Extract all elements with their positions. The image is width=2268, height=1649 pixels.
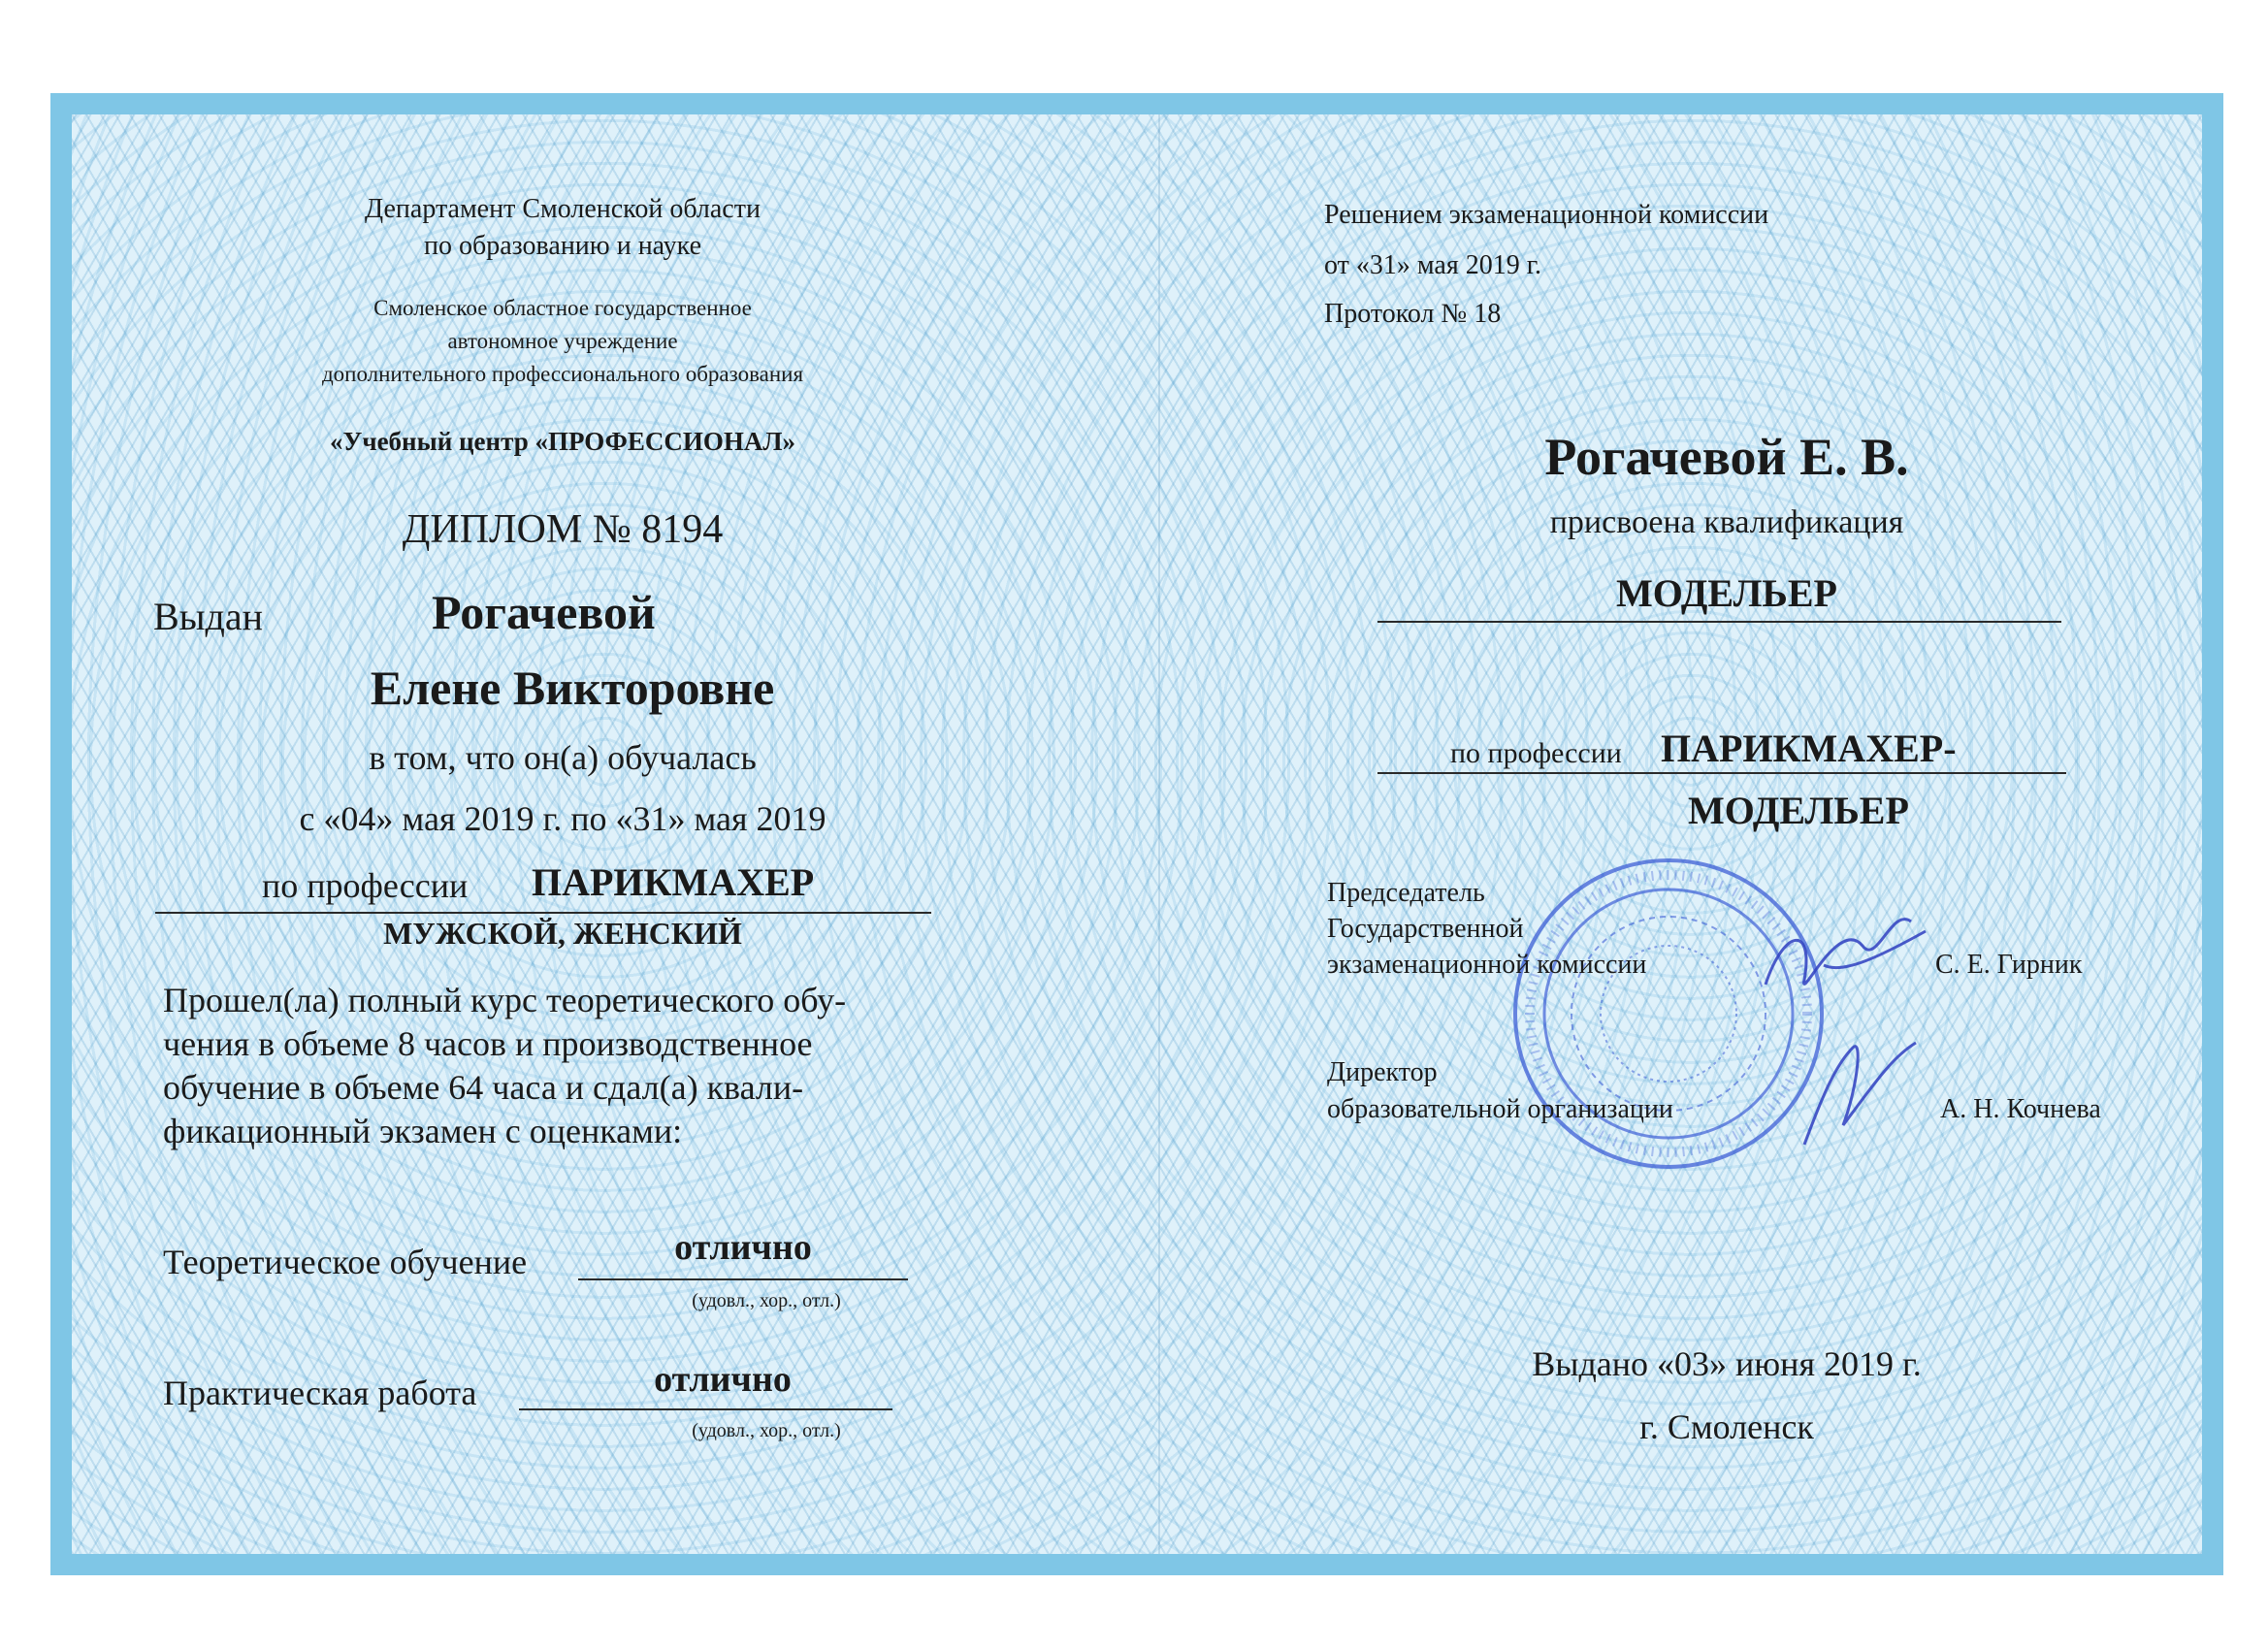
right-profession-value-1: ПАРИКМАХЕР- xyxy=(1661,727,1957,770)
protocol-number: Протокол № 18 xyxy=(1324,299,1502,329)
assigned-label: присвоена квалификация xyxy=(1549,504,1904,540)
institution-line-2: автономное учреждение xyxy=(447,329,678,353)
theory-underline xyxy=(578,1278,908,1280)
recipient-given-names: Елене Викторовне xyxy=(370,661,775,715)
chair-signature xyxy=(1746,888,1940,1023)
decision-line-2: от «31» мая 2019 г. xyxy=(1324,250,1542,280)
qualification-underline xyxy=(1377,621,2061,623)
course-line-3: обучение в объеме 64 часа и сдал(а) квали- xyxy=(163,1068,804,1107)
theory-label: Теоретическое обучение xyxy=(163,1243,528,1281)
course-line-4: фикационный экзамен с оценками: xyxy=(163,1112,683,1150)
institution-line-1: Смоленское областное государственное xyxy=(373,296,752,320)
right-profession-label: по профессии xyxy=(1450,737,1622,769)
profession-value: ПАРИКМАХЕР xyxy=(532,860,815,904)
profession-underline xyxy=(155,912,931,914)
theory-grade: отлично xyxy=(674,1227,812,1268)
study-statement: в том, что он(а) обучалась xyxy=(369,738,757,777)
right-profession-value-2: МОДЕЛЬЕР xyxy=(1688,789,1909,832)
course-line-1: Прошел(ла) полный курс теоретического обу- xyxy=(163,981,847,1019)
director-name: А. Н. Кочнева xyxy=(1940,1094,2101,1124)
profession-specialty: МУЖСКОЙ, ЖЕНСКИЙ xyxy=(383,916,742,951)
practice-grade-hint: (удовл., хор., отл.) xyxy=(692,1420,841,1441)
qualification: МОДЕЛЬЕР xyxy=(1616,571,1837,615)
decision-line-1: Решением экзаменационной комиссии xyxy=(1324,200,1769,230)
fold-line xyxy=(1158,114,1160,1554)
profession-label: по профессии xyxy=(262,866,469,905)
institution-name: «Учебный центр «ПРОФЕССИОНАЛ» xyxy=(330,427,795,456)
practice-grade: отлично xyxy=(654,1359,792,1400)
department-line-2: по образованию и науке xyxy=(423,231,702,261)
recipient-surname: Рогачевой xyxy=(432,585,656,639)
right-profession-underline xyxy=(1377,772,2066,774)
issue-city: г. Смоленск xyxy=(1639,1407,1814,1446)
chair-line-1: Председатель xyxy=(1327,878,1485,908)
theory-grade-hint: (удовл., хор., отл.) xyxy=(692,1290,841,1311)
director-signature xyxy=(1785,1028,1930,1154)
director-line-1: Директор xyxy=(1327,1057,1438,1087)
chair-line-2: Государственной xyxy=(1327,914,1524,944)
course-line-2: чения в объеме 8 часов и производственное xyxy=(163,1024,813,1063)
institution-line-3: дополнительного профессионального образования xyxy=(321,362,804,386)
chair-line-3: экзаменационной комиссии xyxy=(1327,950,1647,980)
practice-label: Практическая работа xyxy=(163,1374,477,1412)
issued-date: Выдано «03» июня 2019 г. xyxy=(1532,1344,1922,1383)
diploma-title: ДИПЛОМ № 8194 xyxy=(402,507,724,552)
director-line-2: образовательной организации xyxy=(1327,1094,1673,1124)
practice-underline xyxy=(519,1408,892,1410)
department-line-1: Департамент Смоленской области xyxy=(365,194,761,224)
recipient-name: Рогачевой Е. В. xyxy=(1544,428,1909,486)
issued-label: Выдан xyxy=(153,595,264,638)
study-period: с «04» мая 2019 г. по «31» мая 2019 xyxy=(299,799,826,838)
chair-name: С. Е. Гирник xyxy=(1935,950,2083,980)
